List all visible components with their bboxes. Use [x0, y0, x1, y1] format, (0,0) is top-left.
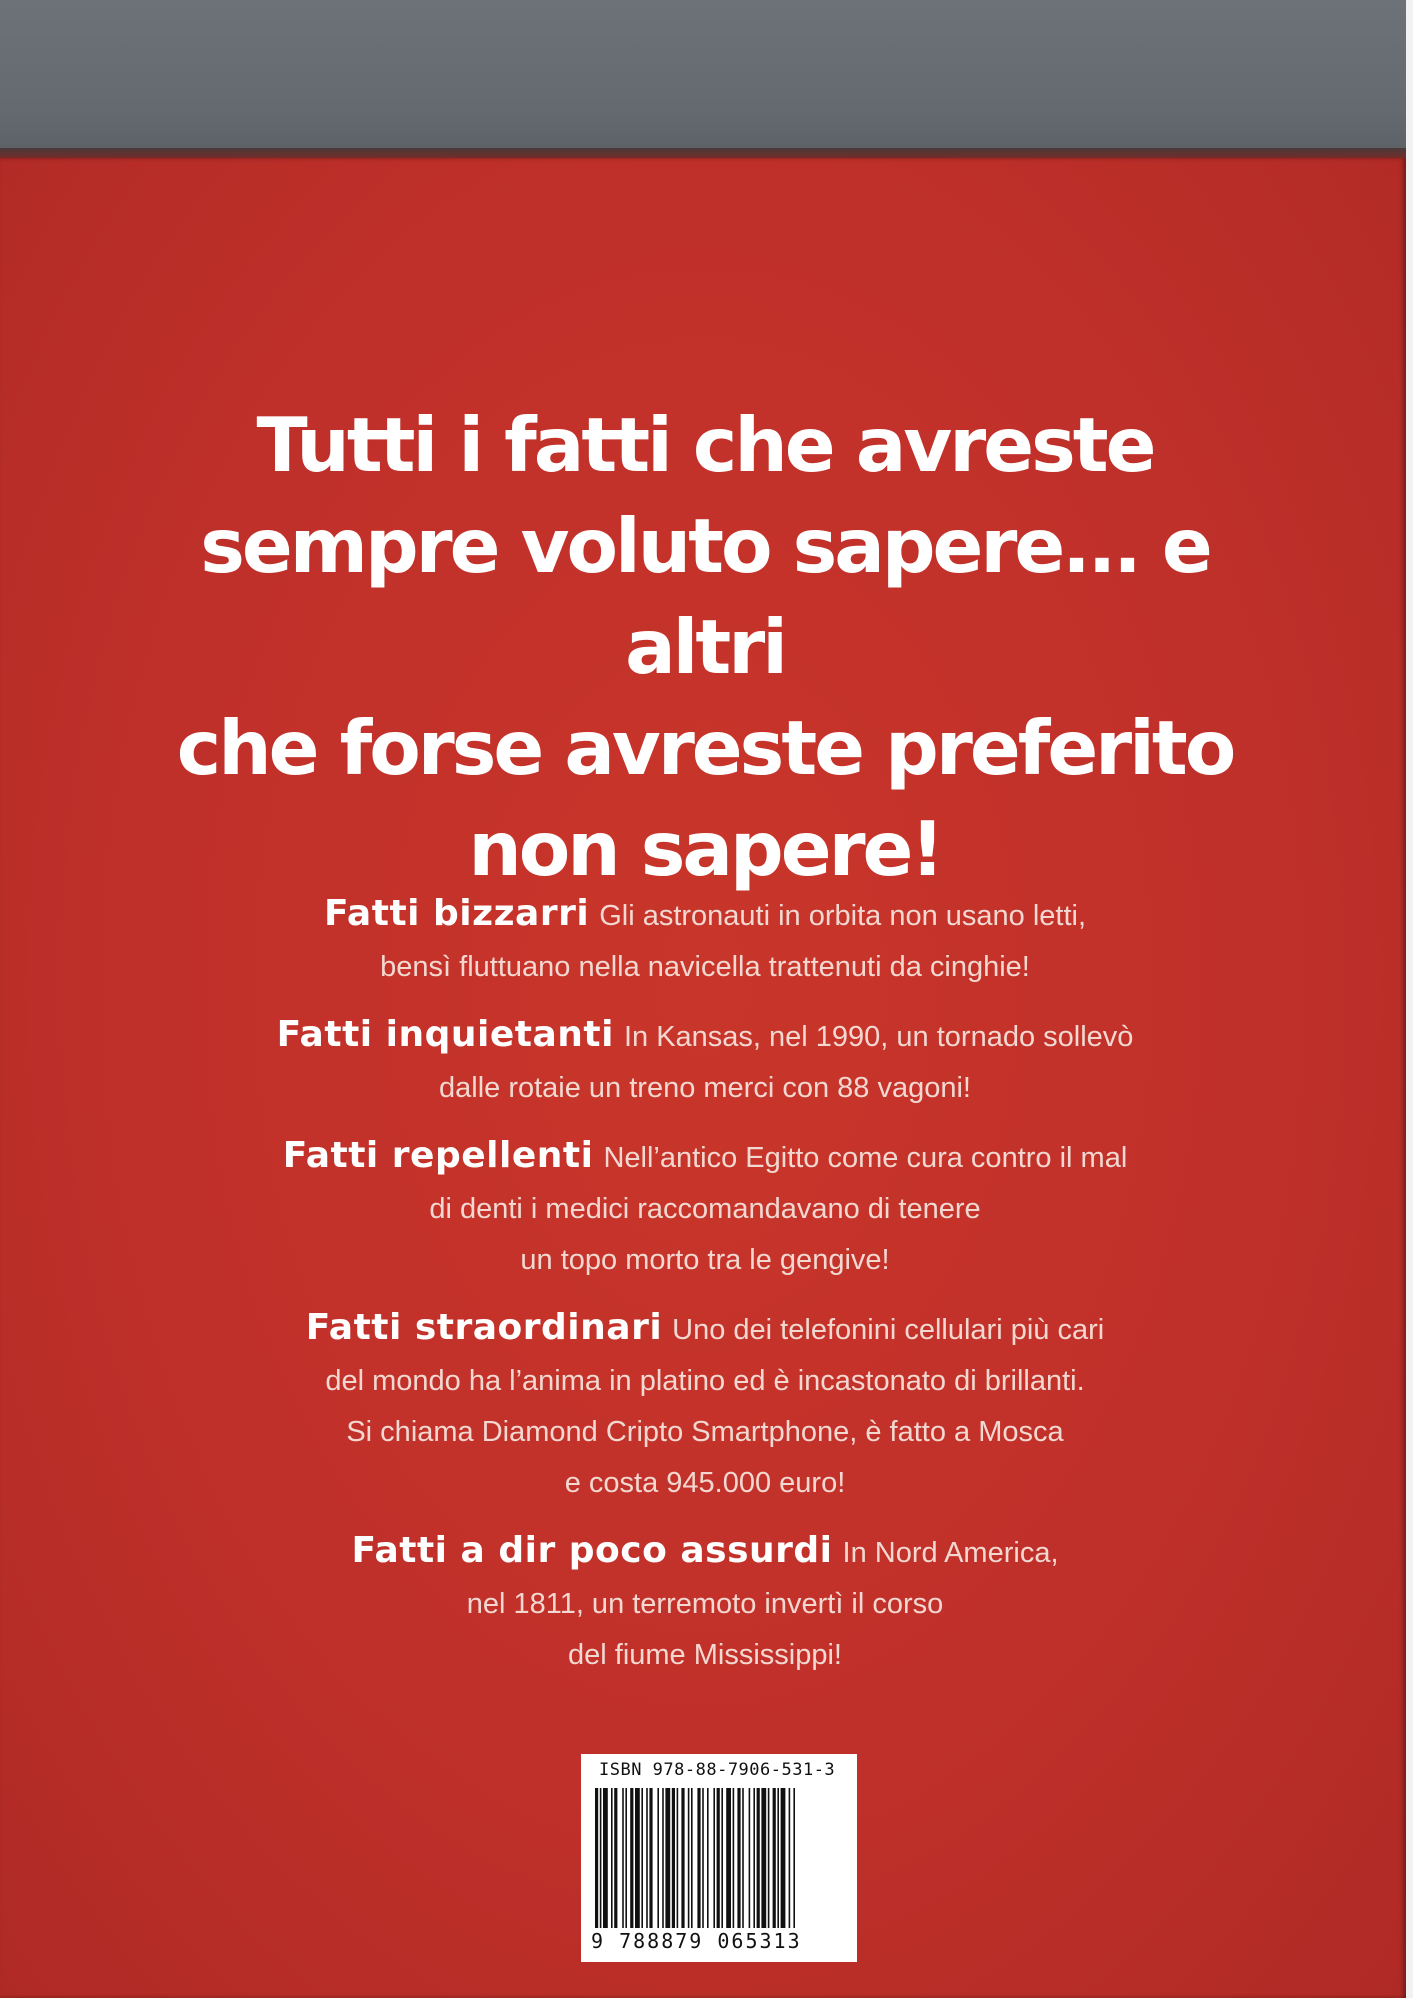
barcode-bar [777, 1788, 779, 1928]
fact-text: Nell’antico Egitto come cura contro il mal [603, 1142, 1128, 1174]
barcode-bar [649, 1788, 652, 1928]
fact-line [150, 1302, 1260, 1356]
barcode-bar [641, 1788, 643, 1928]
fact-line [150, 1525, 1260, 1579]
barcode-bar [622, 1788, 624, 1928]
fact-text: Si chiama Diamond Cripto Smartphone, è fatto a Mosca [346, 1416, 1064, 1448]
barcode-bar [749, 1788, 751, 1928]
barcode-bar [635, 1788, 640, 1928]
barcode-bar [697, 1788, 700, 1928]
headline-line-4: non sapere! [468, 805, 942, 893]
barcode-bar [688, 1788, 690, 1928]
fact-straordinari [150, 1302, 1260, 1509]
headline-line-1: Tutti i fatti che avreste [256, 401, 1154, 489]
headline-line-3: che forse avreste preferito [176, 704, 1234, 792]
barcode-bar [665, 1788, 670, 1928]
fact-text: e costa 945.000 euro! [564, 1467, 846, 1499]
fact-line [150, 888, 1260, 942]
barcode-bar [662, 1788, 664, 1928]
fact-text: Gli astronauti in orbita non usano letti, [599, 900, 1087, 932]
fact-bizzarri [150, 888, 1260, 993]
barcode-bar [611, 1788, 613, 1928]
barcode-bar [595, 1788, 598, 1928]
barcode-bar [781, 1788, 786, 1928]
barcode-digits: 9 788879 065313 [591, 1929, 802, 1953]
barcode-bar [713, 1788, 715, 1928]
barcode-bar [600, 1788, 602, 1928]
barcode-bar [691, 1788, 693, 1928]
top-grey-strip [0, 0, 1413, 155]
barcode-bar [726, 1788, 731, 1928]
barcode-bar [761, 1788, 766, 1928]
isbn-label: ISBN 978-88-7906-531-3 [599, 1760, 836, 1780]
barcode-bar [681, 1788, 684, 1928]
fact-title: Fatti bizzarri [323, 893, 590, 934]
headline [150, 395, 1260, 900]
barcode-bar [737, 1788, 740, 1928]
fact-title: Fatti inquietanti [276, 1014, 614, 1055]
barcode-bar [672, 1788, 675, 1928]
barcode-bar [707, 1788, 709, 1928]
barcode-bar [677, 1788, 679, 1928]
barcode-bar [773, 1788, 776, 1928]
barcode-bar [630, 1788, 633, 1928]
barcode-bar [702, 1788, 704, 1928]
fact-text: bensì fluttuano nella navicella trattenuti da cinghie! [380, 951, 1030, 983]
barcode-bar [614, 1788, 617, 1928]
fact-text: nel 1811, un terremoto invertì il corso [466, 1588, 944, 1620]
barcode-bars [593, 1788, 845, 1928]
fact-text: In Kansas, nel 1990, un tornado sollevò [623, 1021, 1134, 1053]
barcode-bar [757, 1788, 760, 1928]
barcode-bar [717, 1788, 720, 1928]
fact-text: del mondo ha l’anima in platino ed è incastonato di brillanti. [325, 1365, 1085, 1397]
barcode-bar [657, 1788, 659, 1928]
fact-title: Fatti a dir poco assurdi [351, 1530, 833, 1571]
barcode-bar [793, 1788, 795, 1928]
barcode-bar [646, 1788, 648, 1928]
page-right-edge [1406, 0, 1413, 1998]
fact-text: Uno dei telefonini cellulari più cari [672, 1314, 1105, 1346]
fact-repellenti [150, 1130, 1260, 1286]
fact-assurdi [150, 1525, 1260, 1681]
fact-text: un topo morto tra le gengive! [520, 1244, 890, 1276]
isbn-barcode [581, 1754, 857, 1962]
fact-line [150, 1130, 1260, 1184]
fact-title: Fatti straordinari [305, 1307, 663, 1348]
fact-inquietanti [150, 1009, 1260, 1114]
fact-text: del fiume Mississippi! [568, 1639, 842, 1671]
barcode-bar [625, 1788, 627, 1928]
facts-list [150, 888, 1260, 1697]
barcode-bar [789, 1788, 791, 1928]
fact-text: di denti i medici raccomandavano di tenere [429, 1193, 981, 1225]
barcode-bar [753, 1788, 755, 1928]
barcode-bar [733, 1788, 735, 1928]
fact-text: In Nord America, [842, 1537, 1059, 1569]
fact-title: Fatti repellenti [282, 1135, 594, 1176]
headline-line-2: sempre voluto sapere... e altri [200, 502, 1210, 691]
barcode-bar [603, 1788, 608, 1928]
barcode-bar [768, 1788, 770, 1928]
fact-text: dalle rotaie un treno merci con 88 vagoni! [439, 1072, 971, 1104]
fact-line [150, 1009, 1260, 1063]
barcode-bar [721, 1788, 723, 1928]
barcode-bar [742, 1788, 744, 1928]
